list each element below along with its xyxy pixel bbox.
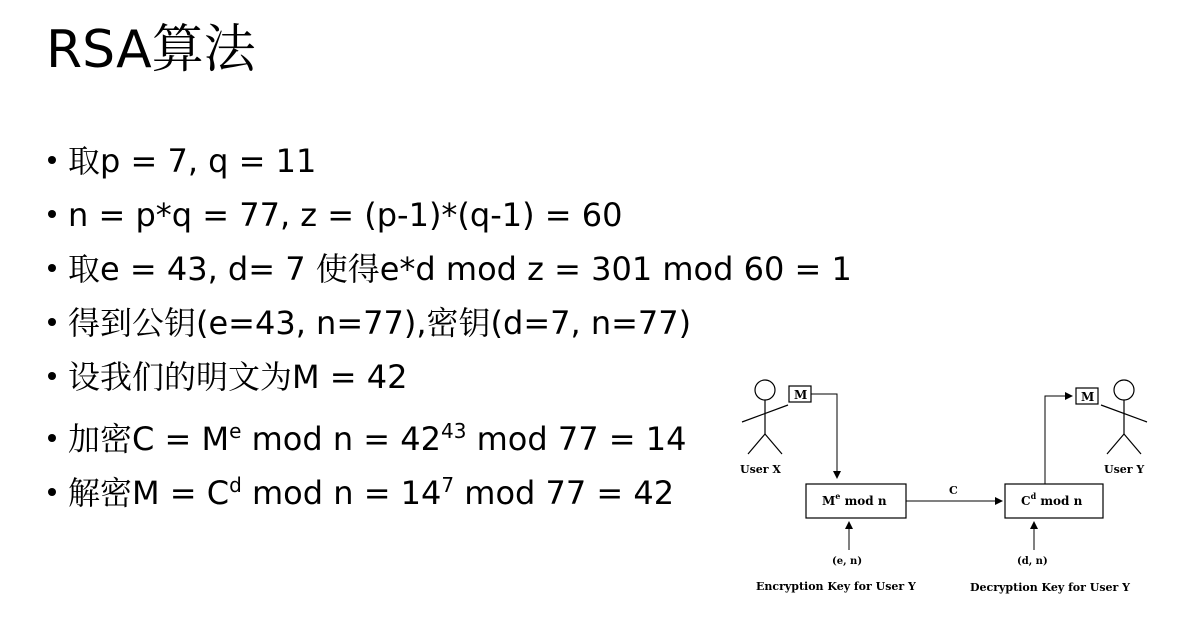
bullet-item	[48, 134, 852, 188]
encrypt-box-base: M	[822, 494, 836, 508]
user-y-figure-icon	[1101, 380, 1147, 454]
bullet-item	[48, 458, 852, 512]
decrypt-key-label: (d, n)	[1017, 556, 1048, 567]
user-x-figure-icon	[742, 380, 788, 454]
decrypt-box-sup: d	[1030, 491, 1037, 501]
bullet-text: 设我们的明文为M = 42	[68, 358, 408, 396]
bullet-dot-icon	[48, 156, 56, 164]
bullet-dot-icon	[48, 210, 56, 218]
encrypt-post: mod 77 = 14	[466, 420, 687, 458]
channel-label: C	[949, 484, 958, 497]
encrypt-caption: Encryption Key for User Y	[756, 580, 916, 593]
rsa-flow-diagram	[736, 372, 1156, 602]
bullet-dot-icon	[48, 488, 56, 496]
bullet-item	[48, 242, 852, 296]
page-title: RSA算法	[46, 20, 256, 80]
encrypt-box-sup: e	[835, 491, 841, 501]
decrypt-exp-d: d	[229, 473, 242, 497]
encrypt-box-rest: mod n	[840, 494, 887, 508]
encrypt-mid: mod n = 42	[241, 420, 441, 458]
message-left-label: M	[794, 388, 808, 402]
bullet-item	[48, 188, 852, 242]
bullet-item	[48, 404, 852, 458]
message-to-encrypt-arrow	[811, 394, 837, 478]
bullet-text: 取p = 7, q = 11	[68, 142, 317, 180]
decrypt-to-message-arrow	[1045, 396, 1072, 484]
bullet-dot-icon	[48, 264, 56, 272]
encrypt-pre: 加密C = M	[68, 420, 230, 458]
decrypt-box-base: C	[1021, 494, 1031, 508]
decrypt-box-rest: mod n	[1036, 494, 1083, 508]
encrypt-key-label: (e, n)	[832, 556, 863, 567]
decrypt-mid: mod n = 14	[241, 474, 442, 512]
decrypt-exp-7: 7	[441, 473, 455, 497]
encrypt-exp-e: e	[229, 419, 242, 443]
bullet-list	[48, 134, 852, 512]
message-right-label: M	[1081, 390, 1095, 404]
decrypt-post: mod 77 = 42	[454, 474, 675, 512]
bullet-item	[48, 296, 852, 350]
bullet-text: n = p*q = 77, z = (p-1)*(q-1) = 60	[68, 196, 623, 234]
encrypt-box-label	[822, 491, 887, 508]
decrypt-box-label	[1021, 491, 1083, 508]
bullet-dot-icon	[48, 318, 56, 326]
decrypt-caption: Decryption Key for User Y	[970, 581, 1131, 594]
user-y-label: User Y	[1104, 463, 1145, 476]
user-x-label: User X	[740, 463, 781, 476]
bullet-text: 取e = 43, d= 7 使得e*d mod z = 301 mod 60 = 1	[68, 250, 852, 288]
bullet-dot-icon	[48, 434, 56, 442]
encrypt-exp-43: 43	[441, 419, 467, 443]
decrypt-pre: 解密M = C	[68, 474, 230, 512]
bullet-item	[48, 350, 852, 404]
bullet-text: 得到公钥(e=43, n=77),密钥(d=7, n=77)	[68, 304, 692, 342]
bullet-dot-icon	[48, 372, 56, 380]
